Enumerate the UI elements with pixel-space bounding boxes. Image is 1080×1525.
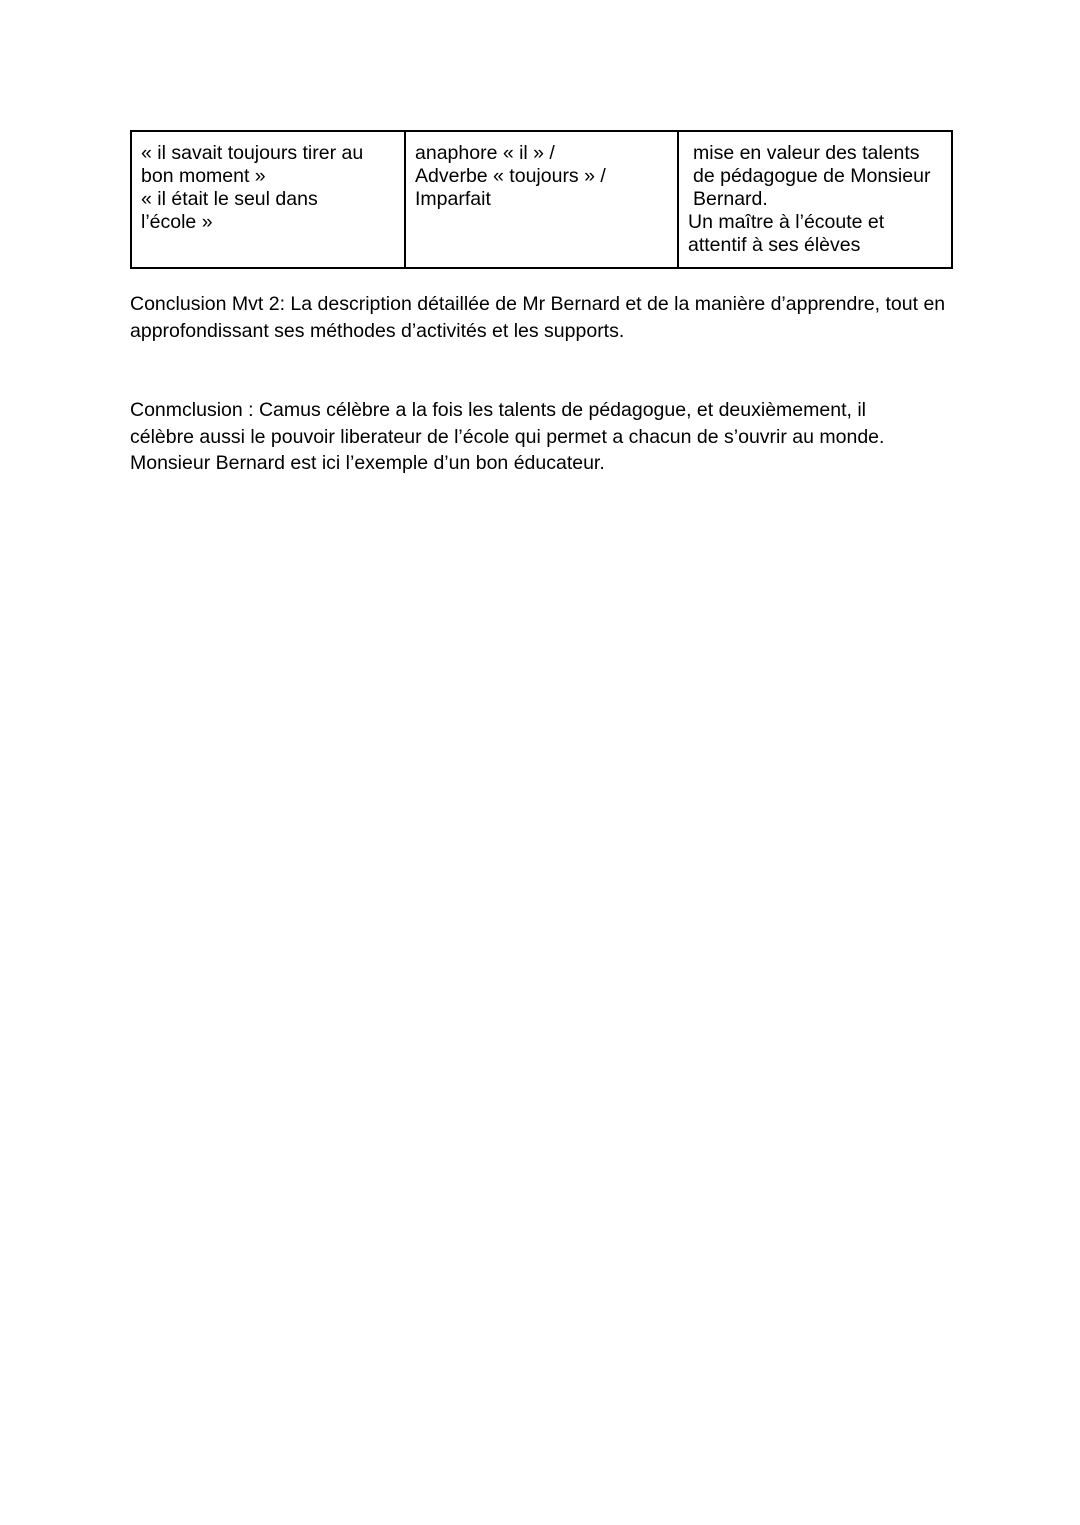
analysis-table (130, 130, 953, 269)
conclusion-mvt2-paragraph: Conclusion Mvt 2: La description détaillée de Mr Bernard et de la manière d’apprendre, tout en approfondissant ses méthodes d’activités et les supports. (130, 293, 946, 342)
cell-line: Adverbe « toujours » / (415, 165, 606, 187)
table-cell-quote (131, 131, 405, 268)
table-cell-device (405, 131, 678, 268)
cell-line: Un maître à l’écoute et attentif à ses élèves (688, 211, 885, 256)
paragraph-line: célèbre aussi le pouvoir liberateur de l’école qui permet a chacun de s’ouvrir au monde. (130, 425, 885, 448)
cell-line: Imparfait (415, 188, 491, 210)
paragraph-line: Monsieur Bernard est ici l’exemple d’un bon éducateur. (130, 452, 605, 474)
final-conclusion-paragraph (130, 397, 960, 477)
table-cell-interpretation (678, 131, 952, 268)
cell-line: « il savait toujours tirer au bon moment » (141, 142, 364, 187)
paragraph-line: Conmclusion : Camus célèbre a la fois les talents de pédagogue, et deuxièmement, il (130, 399, 866, 421)
cell-line: mise en valeur des talents de pédagogue de Monsieur Bernard. (693, 142, 931, 210)
cell-line: « il était le seul dans l’école » (141, 188, 318, 233)
cell-line: anaphore « il » / (415, 142, 555, 164)
table-row (131, 131, 952, 268)
